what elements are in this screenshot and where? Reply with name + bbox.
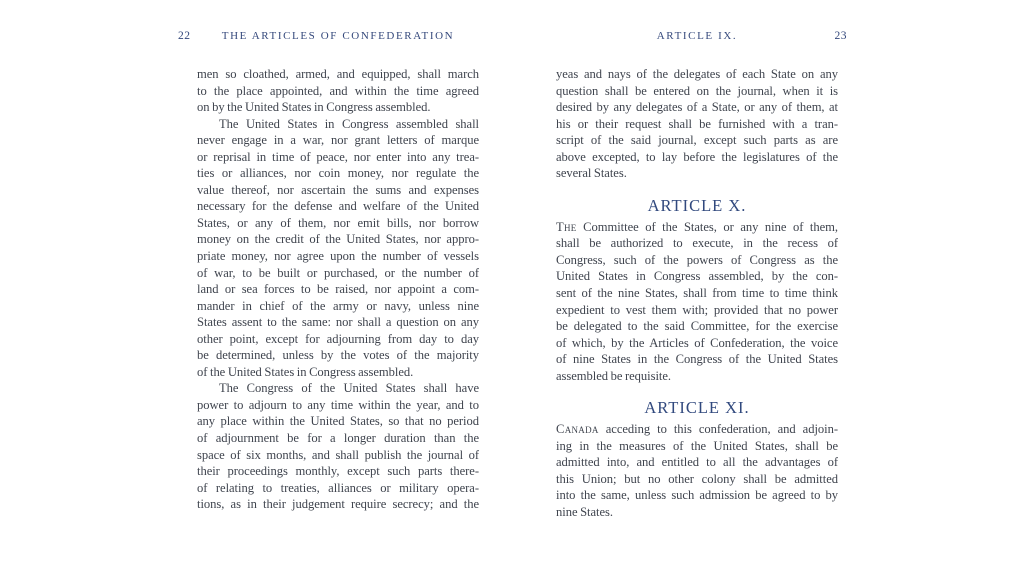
text-line: of adjournment be for a longer duration than the	[197, 431, 479, 446]
text-line: desired by any delegates of a State, or any of them, at	[556, 100, 838, 115]
text-line: be determined, unless by the votes of the majority	[197, 348, 479, 363]
text-line: question shall be entered on the journal, when it is	[556, 83, 838, 98]
text-line: space of six months, and shall publish the journal of	[197, 447, 479, 462]
text-line: never engage in a war, nor grant letters of marque	[197, 133, 479, 148]
text-line: ties or alliances, nor coin money, nor regulate the	[197, 166, 479, 181]
article-heading: ARTICLE X.	[647, 195, 747, 215]
page-number-left: 22	[178, 30, 191, 42]
page-number-right: 23	[834, 30, 847, 42]
text-line: of war, to be built or purchased, or the number of	[197, 265, 479, 280]
text-line: priate money, nor agree upon the number of vessels	[197, 249, 479, 264]
text-line: sent of the nine States, shall from time to time think	[556, 286, 838, 301]
text-line: Canada acceding to this confederation, and adjoin-	[556, 422, 838, 437]
text-line: power to adjourn to any time within the year, and to	[197, 397, 479, 412]
smallcaps-lead-word: Canada	[556, 422, 599, 437]
text-line: above excepted, to lay before the legislatures of the	[556, 149, 838, 164]
text-line: ing in the measures of the United States, shall be	[556, 438, 838, 453]
text-line: of nine States in the Congress of the United States	[556, 352, 838, 367]
text-line: The Committee of the States, or any nine of them,	[556, 219, 838, 234]
text-line: States assent to the same: nor shall a question on any	[197, 315, 479, 330]
text-line: several States.	[556, 166, 627, 181]
text-line: any place within the United States, so that no period	[197, 414, 479, 429]
text-line: land or sea forces to be raised, nor appoint a com-	[197, 282, 479, 297]
text-line: be delegated to the said Committee, for the exercise	[556, 319, 838, 334]
text-line: tions, as in their judgement require secrecy; and the	[197, 497, 479, 512]
running-head-left: THE ARTICLES OF CONFEDERATION	[221, 30, 455, 42]
text-line: mander in chief of the army or navy, unless nine	[197, 298, 479, 313]
text-line: to the place appointed, and within the time agreed	[197, 83, 479, 98]
text-line: nine States.	[556, 505, 613, 520]
article-heading: ARTICLE XI.	[644, 398, 750, 418]
text-line: Congress, such of the powers of Congress as the	[556, 252, 838, 267]
text-line: their proceedings monthly, except such parts there-	[197, 464, 479, 479]
text-line: or reprisal in time of peace, nor enter into any trea-	[197, 149, 479, 164]
text-line: admitted into, and entitled to all the advantages of	[556, 455, 838, 470]
text-line: on by the United States in Congress assembled.	[197, 100, 431, 115]
text-line: shall be authorized to execute, in the recess of	[556, 236, 838, 251]
text-line: necessary for the defense and welfare of the United	[197, 199, 479, 214]
right-page-text-column	[556, 66, 838, 521]
text-line: money on the credit of the United States, nor appro-	[197, 232, 479, 247]
text-line: assembled be requisite.	[556, 368, 672, 383]
text-line: expedient to vest them with; provided that no power	[556, 302, 838, 317]
text-line: into the same, unless such admission be agreed to by	[556, 488, 838, 503]
text-line: value thereof, nor ascertain the sums and expenses	[197, 182, 479, 197]
text-line: yeas and nays of the delegates of each State on any	[556, 67, 838, 81]
text-line: other point, except for adjourning from day to day	[197, 331, 479, 346]
text-line: of relating to treaties, alliances or military opera-	[197, 480, 479, 495]
text-line: States, or any of them, nor emit bills, nor borrow	[197, 215, 479, 230]
text-line: of which, by the Articles of Confederation, the voice	[556, 335, 838, 350]
text-line: this Union; but no other colony shall be admitted	[556, 471, 838, 486]
text-line: of the United States in Congress assembled.	[197, 364, 414, 379]
smallcaps-lead-word: The	[556, 219, 577, 234]
text-line: United States in Congress assembled, by the con-	[556, 269, 838, 284]
text-line: The Congress of the United States shall have	[219, 381, 479, 396]
text-line: men so cloathed, armed, and equipped, shall march	[197, 67, 479, 81]
running-head-right: ARTICLE IX.	[656, 30, 738, 42]
text-line: The United States in Congress assembled shall	[219, 116, 479, 131]
text-line: script of the said journal, except such parts as are	[556, 133, 838, 148]
text-line: his or their request shall be furnished with a tran-	[556, 116, 838, 131]
left-page-text-column	[197, 66, 479, 513]
